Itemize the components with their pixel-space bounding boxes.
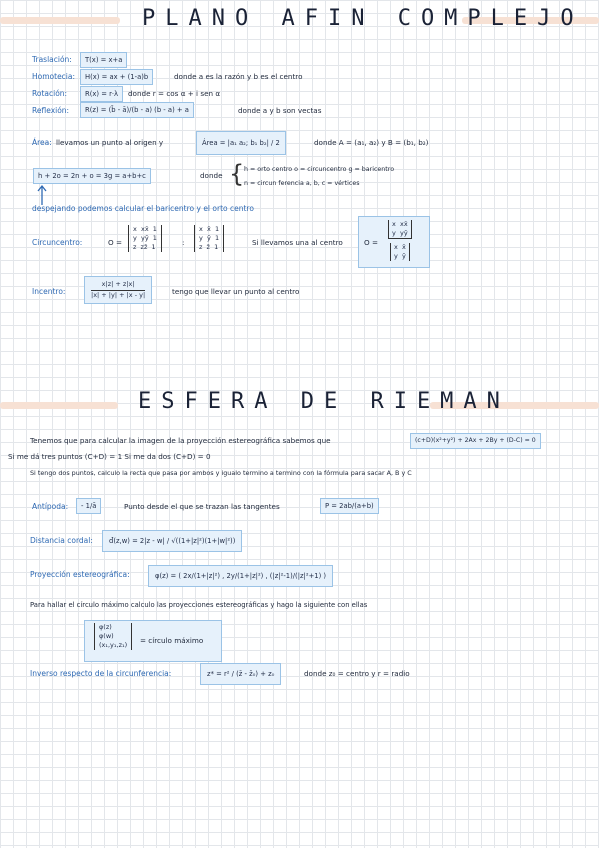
circuncentro-label: Circuncentro:	[32, 238, 83, 247]
area-formula: Área = |a₁ a₂; b₁ b₂| / 2	[196, 131, 286, 155]
tangent-point-formula: P = 2ab/(a+b)	[320, 498, 379, 514]
rotacion-label: Rotación:	[32, 89, 68, 98]
circulo-eq: = círculo máximo	[140, 636, 204, 645]
antipoda-text: Punto desde el que se trazan las tangentes	[124, 502, 280, 511]
title-band-left	[0, 17, 120, 24]
circulo-text: Para hallar el círculo máximo calculo las proyecciones estereográficas y hago la siguiente con ellas	[30, 601, 368, 609]
antipoda-label: Antípoda:	[32, 502, 69, 511]
brace-line-2: n = circun ferencia a, b, c = vértices	[244, 180, 360, 187]
brace: {	[229, 160, 245, 188]
area-label: Área:	[32, 138, 52, 147]
section-title-esfera: ESFERA DE RIEMAN	[138, 389, 510, 414]
relation-formula: h + 2o = 2n + o = 3g = a+b+c	[33, 168, 151, 184]
circuncentro-matrix-1: x xx̄ 1 y yȳ 1 z zz̄ 1	[128, 225, 162, 252]
intro-line-1: Tenemos que para calcular la imagen de la proyección estereográfica sabemos que	[30, 436, 331, 445]
incentro-denominator: |x| + |y| + |x - y|	[91, 291, 146, 299]
reflexion-label: Reflexión:	[32, 106, 70, 115]
rotacion-text: donde r = cos α + i sen α	[128, 89, 221, 98]
relation-donde: donde	[200, 171, 223, 180]
circuncentro-o2: O =	[364, 238, 378, 247]
reflexion-formula: R(z) = (b̄ - ā)/(b - a) (b - a) + a	[80, 102, 194, 118]
incentro-text: tengo que llevar un punto al centro	[172, 287, 300, 296]
distancia-formula: d̂(z,w) = 2|z - w| / √((1+|z|²)(1+|w|²))	[102, 530, 242, 552]
up-arrow-icon	[36, 184, 48, 206]
incentro-numerator: x|z| + z|x|	[91, 280, 145, 291]
section-title-plano: PLANO AFIN COMPLEJO	[142, 6, 584, 31]
homotecia-formula: H(x) = ax + (1-a)b	[80, 69, 153, 85]
traslacion-formula: T(x) = x+a	[80, 52, 127, 68]
distancia-label: Distancia cordal:	[30, 536, 93, 545]
intro-line-2: Si me dá tres puntos (C+D) = 1 Si me da dos (C+D) = 0	[8, 452, 211, 461]
antipoda-formula: - 1/ā	[76, 498, 101, 514]
title-band-left-2	[0, 402, 118, 409]
circuncentro-text: Si llevamos una al centro	[252, 238, 343, 247]
inverso-label: Inverso respecto de la circunferencia:	[30, 669, 172, 678]
traslacion-label: Traslación:	[32, 55, 72, 64]
circuncentro-matrix-3: x xx̄ y yȳ	[388, 220, 412, 239]
proyeccion-label: Proyección estereográfica:	[30, 570, 130, 579]
circuncentro-matrix-4: x x̄ y ȳ	[390, 243, 410, 261]
divide-sign: :	[182, 238, 185, 247]
circulo-matrix: φ(z) φ(w) (x₁,y₁,z₁)	[94, 623, 132, 650]
circuncentro-matrix-2: x x̄ 1 y ȳ 1 z z̄ 1	[194, 225, 224, 252]
rotacion-formula: R(x) = r·λ	[80, 86, 123, 102]
incentro-label: Incentro:	[32, 287, 66, 296]
inverso-text: donde z₀ = centro y r = radio	[304, 669, 410, 678]
homotecia-text: donde a es la razón y b es el centro	[174, 72, 303, 81]
proyeccion-formula: φ(z) = ( 2x/(1+|z|²) , 2y/(1+|z|²) , (|z|²-1)/(|z|²+1) )	[148, 565, 333, 587]
area-text-2: donde A = (a₁, a₂) y B = (b₁, b₂)	[314, 138, 429, 147]
incentro-formula	[84, 276, 152, 304]
homotecia-label: Homotecia:	[32, 72, 76, 81]
despejando-text: despejando podemos calcular el baricentro y el orto centro	[32, 204, 254, 213]
inverso-formula: z* = r² / (z̄ - z̄₀) + z₀	[200, 663, 281, 685]
intro-formula: (c+D)(x²+y²) + 2Ax + 2By + (D-C) = 0	[410, 433, 541, 449]
circuncentro-o: O =	[108, 238, 122, 247]
brace-line-1: h = orto centro o = circuncentro g = baricentro	[244, 166, 395, 173]
area-text-1: llevamos un punto al origen y	[56, 138, 164, 147]
intro-line-3: Si tengo dos puntos, calculo la recta que pasa por ambos y igualo termino a termino con la fórmula para sacar A, B y C	[30, 469, 412, 477]
reflexion-text: donde a y b son vectas	[238, 106, 322, 115]
